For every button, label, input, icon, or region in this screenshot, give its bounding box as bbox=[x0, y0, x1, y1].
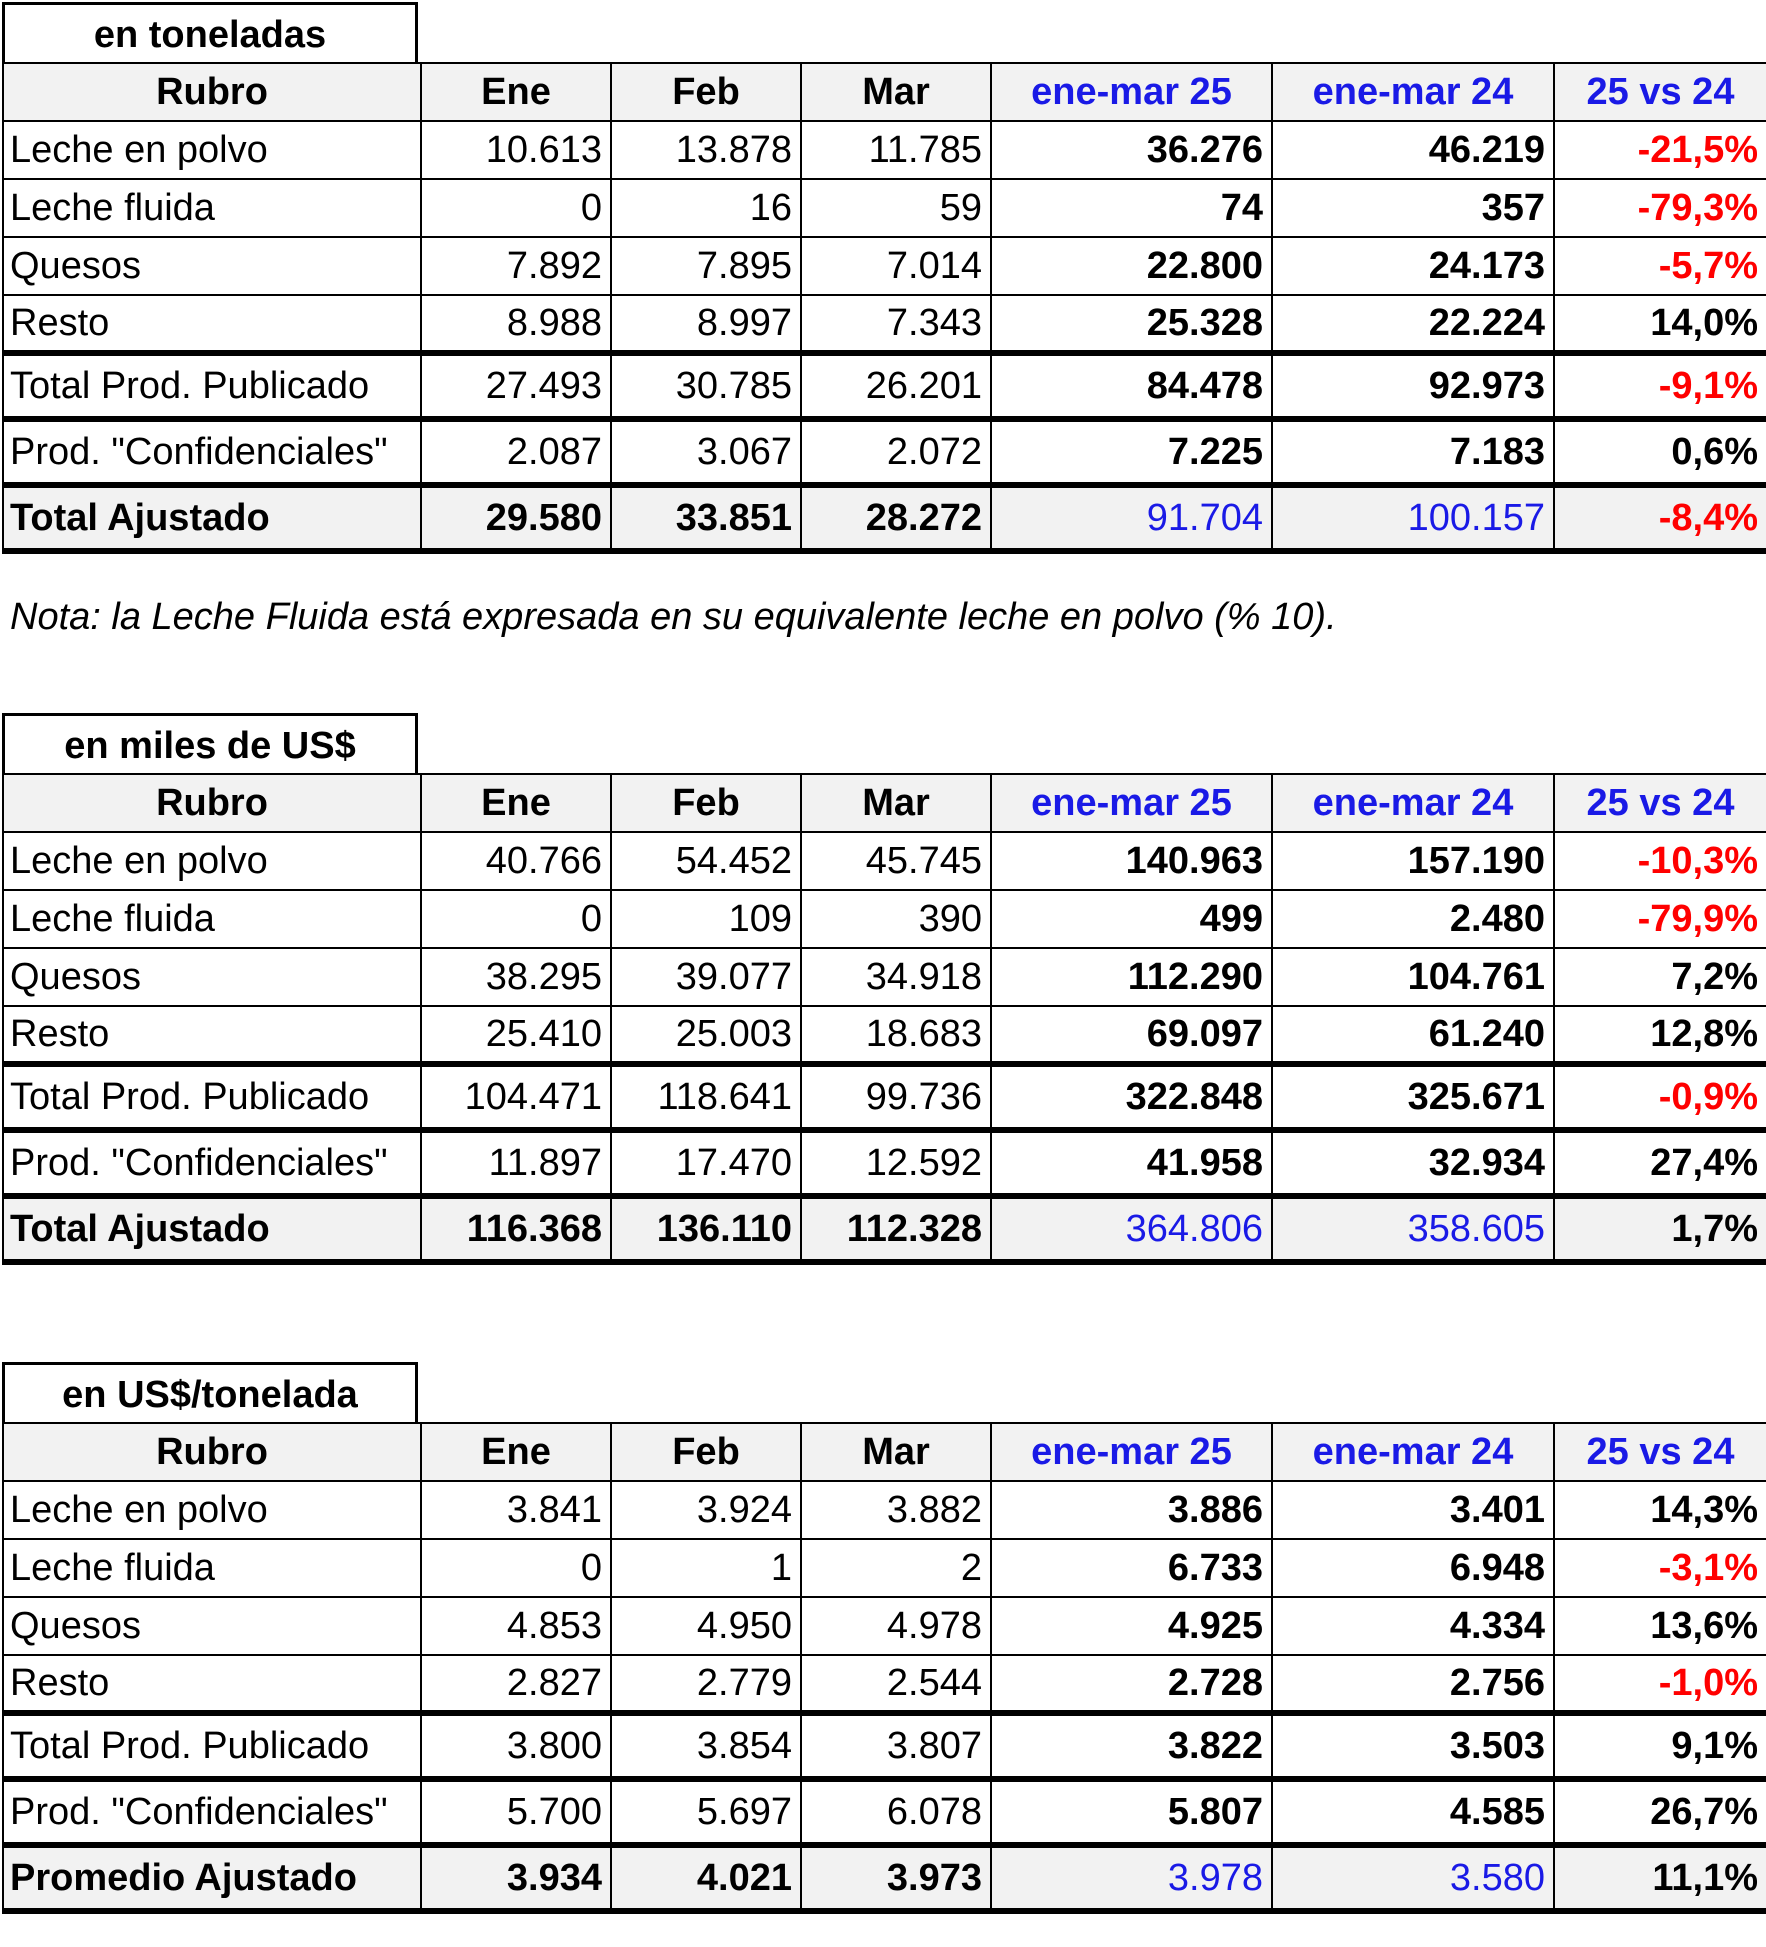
cell-value: 112.290 bbox=[991, 948, 1272, 1006]
cell-value: 499 bbox=[991, 890, 1272, 948]
row-label: Leche fluida bbox=[3, 179, 421, 237]
cell-value: 4.950 bbox=[611, 1597, 801, 1655]
cell-value: 4.021 bbox=[611, 1845, 801, 1911]
cell-value: 3.854 bbox=[611, 1713, 801, 1779]
cell-value: 41.958 bbox=[991, 1130, 1272, 1196]
column-header: Feb bbox=[611, 63, 801, 121]
cell-value: 104.471 bbox=[421, 1064, 611, 1130]
cell-value: 45.745 bbox=[801, 832, 991, 890]
cell-value: 0,6% bbox=[1554, 419, 1766, 485]
cell-value: 3.807 bbox=[801, 1713, 991, 1779]
cell-value: 40.766 bbox=[421, 832, 611, 890]
row-label: Quesos bbox=[3, 948, 421, 1006]
cell-value: 8.997 bbox=[611, 295, 801, 353]
column-header: 25 vs 24 bbox=[1554, 63, 1766, 121]
cell-value: 364.806 bbox=[991, 1196, 1272, 1262]
cell-value: 27.493 bbox=[421, 353, 611, 419]
table-caption: en toneladas bbox=[2, 2, 418, 62]
cell-value: 3.924 bbox=[611, 1481, 801, 1539]
cell-value: 157.190 bbox=[1272, 832, 1554, 890]
footnote: Nota: la Leche Fluida está expresada en su equivalente leche en polvo (% 10). bbox=[10, 596, 1337, 638]
column-header: Rubro bbox=[3, 774, 421, 832]
cell-value: 26.201 bbox=[801, 353, 991, 419]
table-row bbox=[3, 890, 1766, 948]
cell-value: -1,0% bbox=[1554, 1655, 1766, 1713]
row-label: Leche fluida bbox=[3, 890, 421, 948]
table-row bbox=[3, 179, 1766, 237]
cell-value: 13.878 bbox=[611, 121, 801, 179]
cell-value: 28.272 bbox=[801, 485, 991, 551]
table-row bbox=[3, 948, 1766, 1006]
cell-value: 140.963 bbox=[991, 832, 1272, 890]
cell-value: 16 bbox=[611, 179, 801, 237]
cell-value: 39.077 bbox=[611, 948, 801, 1006]
cell-value: 7.225 bbox=[991, 419, 1272, 485]
table-row bbox=[3, 1655, 1766, 1713]
table-row bbox=[3, 353, 1766, 419]
cell-value: 3.822 bbox=[991, 1713, 1272, 1779]
cell-value: 3.882 bbox=[801, 1481, 991, 1539]
cell-value: 30.785 bbox=[611, 353, 801, 419]
cell-value: 3.934 bbox=[421, 1845, 611, 1911]
table-row bbox=[3, 121, 1766, 179]
cell-value: 2.728 bbox=[991, 1655, 1272, 1713]
table-row bbox=[3, 295, 1766, 353]
cell-value: 11.785 bbox=[801, 121, 991, 179]
cell-value: 59 bbox=[801, 179, 991, 237]
cell-value: 7.895 bbox=[611, 237, 801, 295]
cell-value: 8.988 bbox=[421, 295, 611, 353]
column-header: Mar bbox=[801, 774, 991, 832]
table-row bbox=[3, 237, 1766, 295]
cell-value: 27,4% bbox=[1554, 1130, 1766, 1196]
data-table bbox=[2, 773, 1766, 1265]
cell-value: 24.173 bbox=[1272, 237, 1554, 295]
cell-value: 69.097 bbox=[991, 1006, 1272, 1064]
column-header: ene-mar 25 bbox=[991, 1423, 1272, 1481]
cell-value: 3.886 bbox=[991, 1481, 1272, 1539]
column-header: ene-mar 24 bbox=[1272, 63, 1554, 121]
cell-value: 2.087 bbox=[421, 419, 611, 485]
cell-value: 11.897 bbox=[421, 1130, 611, 1196]
cell-value: 116.368 bbox=[421, 1196, 611, 1262]
table-row bbox=[3, 1779, 1766, 1845]
cell-value: 38.295 bbox=[421, 948, 611, 1006]
data-table bbox=[2, 1422, 1766, 1914]
column-header: Feb bbox=[611, 774, 801, 832]
cell-value: 3.401 bbox=[1272, 1481, 1554, 1539]
row-label: Resto bbox=[3, 1006, 421, 1064]
cell-value: 1 bbox=[611, 1539, 801, 1597]
cell-value: 4.853 bbox=[421, 1597, 611, 1655]
cell-value: 13,6% bbox=[1554, 1597, 1766, 1655]
column-header: Ene bbox=[421, 63, 611, 121]
cell-value: 10.613 bbox=[421, 121, 611, 179]
row-label: Total Ajustado bbox=[3, 485, 421, 551]
row-label: Leche fluida bbox=[3, 1539, 421, 1597]
cell-value: 3.067 bbox=[611, 419, 801, 485]
cell-value: 17.470 bbox=[611, 1130, 801, 1196]
table-row bbox=[3, 1196, 1766, 1262]
row-label: Prod. "Confidenciales" bbox=[3, 1779, 421, 1845]
cell-value: 61.240 bbox=[1272, 1006, 1554, 1064]
column-header: Mar bbox=[801, 1423, 991, 1481]
cell-value: -8,4% bbox=[1554, 485, 1766, 551]
cell-value: 99.736 bbox=[801, 1064, 991, 1130]
cell-value: 2.480 bbox=[1272, 890, 1554, 948]
column-header: Mar bbox=[801, 63, 991, 121]
cell-value: 25.328 bbox=[991, 295, 1272, 353]
row-label: Prod. "Confidenciales" bbox=[3, 419, 421, 485]
column-header: 25 vs 24 bbox=[1554, 1423, 1766, 1481]
row-label: Quesos bbox=[3, 1597, 421, 1655]
cell-value: 12,8% bbox=[1554, 1006, 1766, 1064]
row-label: Prod. "Confidenciales" bbox=[3, 1130, 421, 1196]
cell-value: 11,1% bbox=[1554, 1845, 1766, 1911]
cell-value: 4.925 bbox=[991, 1597, 1272, 1655]
row-label: Total Prod. Publicado bbox=[3, 353, 421, 419]
cell-value: -21,5% bbox=[1554, 121, 1766, 179]
cell-value: 0 bbox=[421, 890, 611, 948]
cell-value: 7.343 bbox=[801, 295, 991, 353]
table-row bbox=[3, 832, 1766, 890]
column-header: ene-mar 25 bbox=[991, 774, 1272, 832]
cell-value: 7.892 bbox=[421, 237, 611, 295]
cell-value: 29.580 bbox=[421, 485, 611, 551]
table-row bbox=[3, 1064, 1766, 1130]
cell-value: 136.110 bbox=[611, 1196, 801, 1262]
cell-value: 4.978 bbox=[801, 1597, 991, 1655]
cell-value: -0,9% bbox=[1554, 1064, 1766, 1130]
table-caption: en US$/tonelada bbox=[2, 1362, 418, 1422]
table-caption: en miles de US$ bbox=[2, 713, 418, 773]
cell-value: -3,1% bbox=[1554, 1539, 1766, 1597]
cell-value: 6.733 bbox=[991, 1539, 1272, 1597]
cell-value: 2.072 bbox=[801, 419, 991, 485]
table-row bbox=[3, 1539, 1766, 1597]
cell-value: 6.948 bbox=[1272, 1539, 1554, 1597]
cell-value: 100.157 bbox=[1272, 485, 1554, 551]
header-row bbox=[3, 63, 1766, 121]
cell-value: 2.544 bbox=[801, 1655, 991, 1713]
cell-value: -79,9% bbox=[1554, 890, 1766, 948]
cell-value: 25.410 bbox=[421, 1006, 611, 1064]
cell-value: 390 bbox=[801, 890, 991, 948]
cell-value: -10,3% bbox=[1554, 832, 1766, 890]
column-header: Rubro bbox=[3, 1423, 421, 1481]
cell-value: 5.697 bbox=[611, 1779, 801, 1845]
row-label: Promedio Ajustado bbox=[3, 1845, 421, 1911]
cell-value: 26,7% bbox=[1554, 1779, 1766, 1845]
row-label: Resto bbox=[3, 295, 421, 353]
cell-value: -79,3% bbox=[1554, 179, 1766, 237]
row-label: Resto bbox=[3, 1655, 421, 1713]
cell-value: 358.605 bbox=[1272, 1196, 1554, 1262]
cell-value: 92.973 bbox=[1272, 353, 1554, 419]
cell-value: 36.276 bbox=[991, 121, 1272, 179]
table-row bbox=[3, 485, 1766, 551]
table-row bbox=[3, 1130, 1766, 1196]
cell-value: 325.671 bbox=[1272, 1064, 1554, 1130]
column-header: 25 vs 24 bbox=[1554, 774, 1766, 832]
cell-value: 18.683 bbox=[801, 1006, 991, 1064]
cell-value: 118.641 bbox=[611, 1064, 801, 1130]
cell-value: 54.452 bbox=[611, 832, 801, 890]
cell-value: 84.478 bbox=[991, 353, 1272, 419]
cell-value: 14,0% bbox=[1554, 295, 1766, 353]
cell-value: 3.580 bbox=[1272, 1845, 1554, 1911]
cell-value: 4.334 bbox=[1272, 1597, 1554, 1655]
column-header: Ene bbox=[421, 774, 611, 832]
cell-value: 32.934 bbox=[1272, 1130, 1554, 1196]
column-header: Rubro bbox=[3, 63, 421, 121]
cell-value: 46.219 bbox=[1272, 121, 1554, 179]
cell-value: 104.761 bbox=[1272, 948, 1554, 1006]
column-header: Ene bbox=[421, 1423, 611, 1481]
cell-value: -9,1% bbox=[1554, 353, 1766, 419]
cell-value: 3.973 bbox=[801, 1845, 991, 1911]
cell-value: 357 bbox=[1272, 179, 1554, 237]
cell-value: 1,7% bbox=[1554, 1196, 1766, 1262]
column-header: Feb bbox=[611, 1423, 801, 1481]
row-label: Leche en polvo bbox=[3, 1481, 421, 1539]
row-label: Total Ajustado bbox=[3, 1196, 421, 1262]
cell-value: 0 bbox=[421, 1539, 611, 1597]
cell-value: 25.003 bbox=[611, 1006, 801, 1064]
table-row bbox=[3, 1006, 1766, 1064]
cell-value: 33.851 bbox=[611, 485, 801, 551]
cell-value: 5.700 bbox=[421, 1779, 611, 1845]
cell-value: 22.224 bbox=[1272, 295, 1554, 353]
table-row bbox=[3, 1845, 1766, 1911]
cell-value: 3.503 bbox=[1272, 1713, 1554, 1779]
column-header: ene-mar 25 bbox=[991, 63, 1272, 121]
cell-value: 3.978 bbox=[991, 1845, 1272, 1911]
table-row bbox=[3, 1481, 1766, 1539]
cell-value: 6.078 bbox=[801, 1779, 991, 1845]
cell-value: 322.848 bbox=[991, 1064, 1272, 1130]
cell-value: 4.585 bbox=[1272, 1779, 1554, 1845]
row-label: Leche en polvo bbox=[3, 832, 421, 890]
cell-value: 2.827 bbox=[421, 1655, 611, 1713]
cell-value: 7.014 bbox=[801, 237, 991, 295]
table-row bbox=[3, 419, 1766, 485]
cell-value: 14,3% bbox=[1554, 1481, 1766, 1539]
cell-value: 2.756 bbox=[1272, 1655, 1554, 1713]
column-header: ene-mar 24 bbox=[1272, 1423, 1554, 1481]
cell-value: 0 bbox=[421, 179, 611, 237]
cell-value: -5,7% bbox=[1554, 237, 1766, 295]
table-block-toneladas bbox=[2, 2, 1766, 554]
cell-value: 34.918 bbox=[801, 948, 991, 1006]
row-label: Total Prod. Publicado bbox=[3, 1064, 421, 1130]
cell-value: 7,2% bbox=[1554, 948, 1766, 1006]
table-row bbox=[3, 1713, 1766, 1779]
table-block-usd-tonelada bbox=[2, 1362, 1766, 1914]
row-label: Leche en polvo bbox=[3, 121, 421, 179]
cell-value: 2 bbox=[801, 1539, 991, 1597]
header-row bbox=[3, 1423, 1766, 1481]
cell-value: 5.807 bbox=[991, 1779, 1272, 1845]
cell-value: 112.328 bbox=[801, 1196, 991, 1262]
cell-value: 74 bbox=[991, 179, 1272, 237]
cell-value: 3.841 bbox=[421, 1481, 611, 1539]
cell-value: 109 bbox=[611, 890, 801, 948]
cell-value: 3.800 bbox=[421, 1713, 611, 1779]
row-label: Total Prod. Publicado bbox=[3, 1713, 421, 1779]
cell-value: 91.704 bbox=[991, 485, 1272, 551]
cell-value: 12.592 bbox=[801, 1130, 991, 1196]
table-block-miles-usd bbox=[2, 713, 1766, 1265]
cell-value: 9,1% bbox=[1554, 1713, 1766, 1779]
cell-value: 2.779 bbox=[611, 1655, 801, 1713]
cell-value: 22.800 bbox=[991, 237, 1272, 295]
row-label: Quesos bbox=[3, 237, 421, 295]
data-table bbox=[2, 62, 1766, 554]
column-header: ene-mar 24 bbox=[1272, 774, 1554, 832]
table-row bbox=[3, 1597, 1766, 1655]
header-row bbox=[3, 774, 1766, 832]
cell-value: 7.183 bbox=[1272, 419, 1554, 485]
